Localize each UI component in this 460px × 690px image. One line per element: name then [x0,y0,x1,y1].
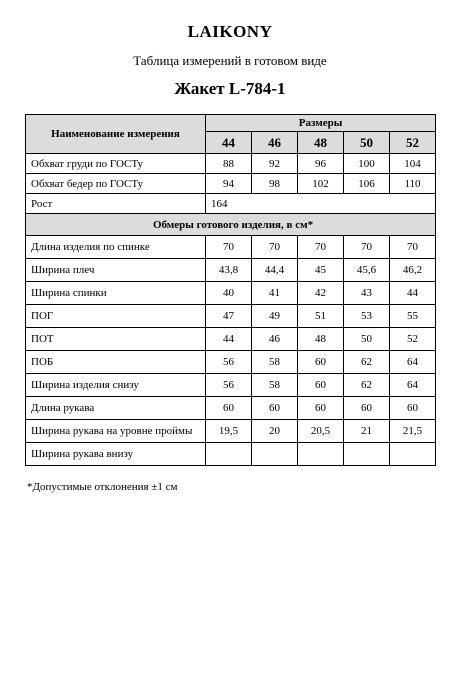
table-row [26,282,436,305]
row-value: 60 [298,351,344,374]
header-sizes: Размеры [206,115,436,132]
row-label: Длина рукава [26,397,206,420]
height-row [26,194,436,214]
row-value: 62 [344,351,390,374]
size-header: 52 [390,132,436,154]
row-value: 42 [298,282,344,305]
row-value: 44,4 [252,259,298,282]
row-value: 60 [298,397,344,420]
section-header-row [26,214,436,236]
row-label: Ширина рукава на уровне проймы [26,420,206,443]
row-value: 46 [252,328,298,351]
row-value: 106 [344,174,390,194]
row-value: 49 [252,305,298,328]
row-value [390,443,436,466]
row-value: 60 [252,397,298,420]
row-label: Обхват бедер по ГОСТу [26,174,206,194]
header-measurement-name: Наименование измерения [26,115,206,154]
row-value: 20 [252,420,298,443]
row-value: 50 [344,328,390,351]
row-value: 46,2 [390,259,436,282]
row-value: 48 [298,328,344,351]
row-value: 55 [390,305,436,328]
row-value: 60 [344,397,390,420]
row-label: Обхват груди по ГОСТу [26,154,206,174]
row-value [252,443,298,466]
measurement-table [25,114,436,466]
row-value [298,443,344,466]
row-value: 102 [298,174,344,194]
table-row [26,420,436,443]
model-title: Жакет L-784-1 [174,79,286,98]
row-value: 21 [344,420,390,443]
row-value: 45,6 [344,259,390,282]
row-value: 70 [390,236,436,259]
row-value [206,443,252,466]
row-value [344,443,390,466]
table-row [26,259,436,282]
row-value: 51 [298,305,344,328]
footnote: *Допустимые отклонения ±1 см [27,481,178,493]
row-label: ПОГ [26,305,206,328]
row-value: 58 [252,374,298,397]
row-value: 64 [390,374,436,397]
row-value: 110 [390,174,436,194]
row-value: 64 [390,351,436,374]
row-value: 60 [390,397,436,420]
row-value: 19,5 [206,420,252,443]
row-label: Рост [26,194,206,214]
table-row [26,397,436,420]
row-value: 58 [252,351,298,374]
row-label: Ширина плеч [26,259,206,282]
row-label: ПОТ [26,328,206,351]
row-value: 104 [390,154,436,174]
row-label: Длина изделия по спинке [26,236,206,259]
table-row [26,328,436,351]
row-label: Ширина рукава внизу [26,443,206,466]
row-value: 96 [298,154,344,174]
row-label: ПОБ [26,351,206,374]
size-header: 46 [252,132,298,154]
row-value: 92 [252,154,298,174]
table-row [26,351,436,374]
row-value: 88 [206,154,252,174]
table-row [26,174,436,194]
row-value: 21,5 [390,420,436,443]
row-value: 44 [206,328,252,351]
row-value: 40 [206,282,252,305]
row-value: 100 [344,154,390,174]
row-label: Ширина изделия снизу [26,374,206,397]
row-value: 94 [206,174,252,194]
row-value: 52 [390,328,436,351]
row-value: 70 [252,236,298,259]
size-header: 48 [298,132,344,154]
row-value: 70 [206,236,252,259]
row-value: 41 [252,282,298,305]
row-value: 43 [344,282,390,305]
document-subtitle: Таблица измерений в готовом виде [133,53,327,68]
brand-name: LAIKONY [187,22,273,41]
row-value: 53 [344,305,390,328]
row-value: 20,5 [298,420,344,443]
table-row [26,154,436,174]
row-value: 60 [206,397,252,420]
row-value: 44 [390,282,436,305]
row-value: 98 [252,174,298,194]
section-title: Обмеры готового изделия, в см* [26,214,436,236]
table-row [26,374,436,397]
size-header: 50 [344,132,390,154]
row-value: 56 [206,351,252,374]
table-row [26,305,436,328]
row-value: 56 [206,374,252,397]
size-header: 44 [206,132,252,154]
row-value: 62 [344,374,390,397]
row-value: 70 [344,236,390,259]
row-label: Ширина спинки [26,282,206,305]
height-value: 164 [206,194,436,214]
table-row [26,443,436,466]
table-row [26,236,436,259]
row-value: 43,8 [206,259,252,282]
row-value: 70 [298,236,344,259]
row-value: 45 [298,259,344,282]
row-value: 60 [298,374,344,397]
row-value: 47 [206,305,252,328]
